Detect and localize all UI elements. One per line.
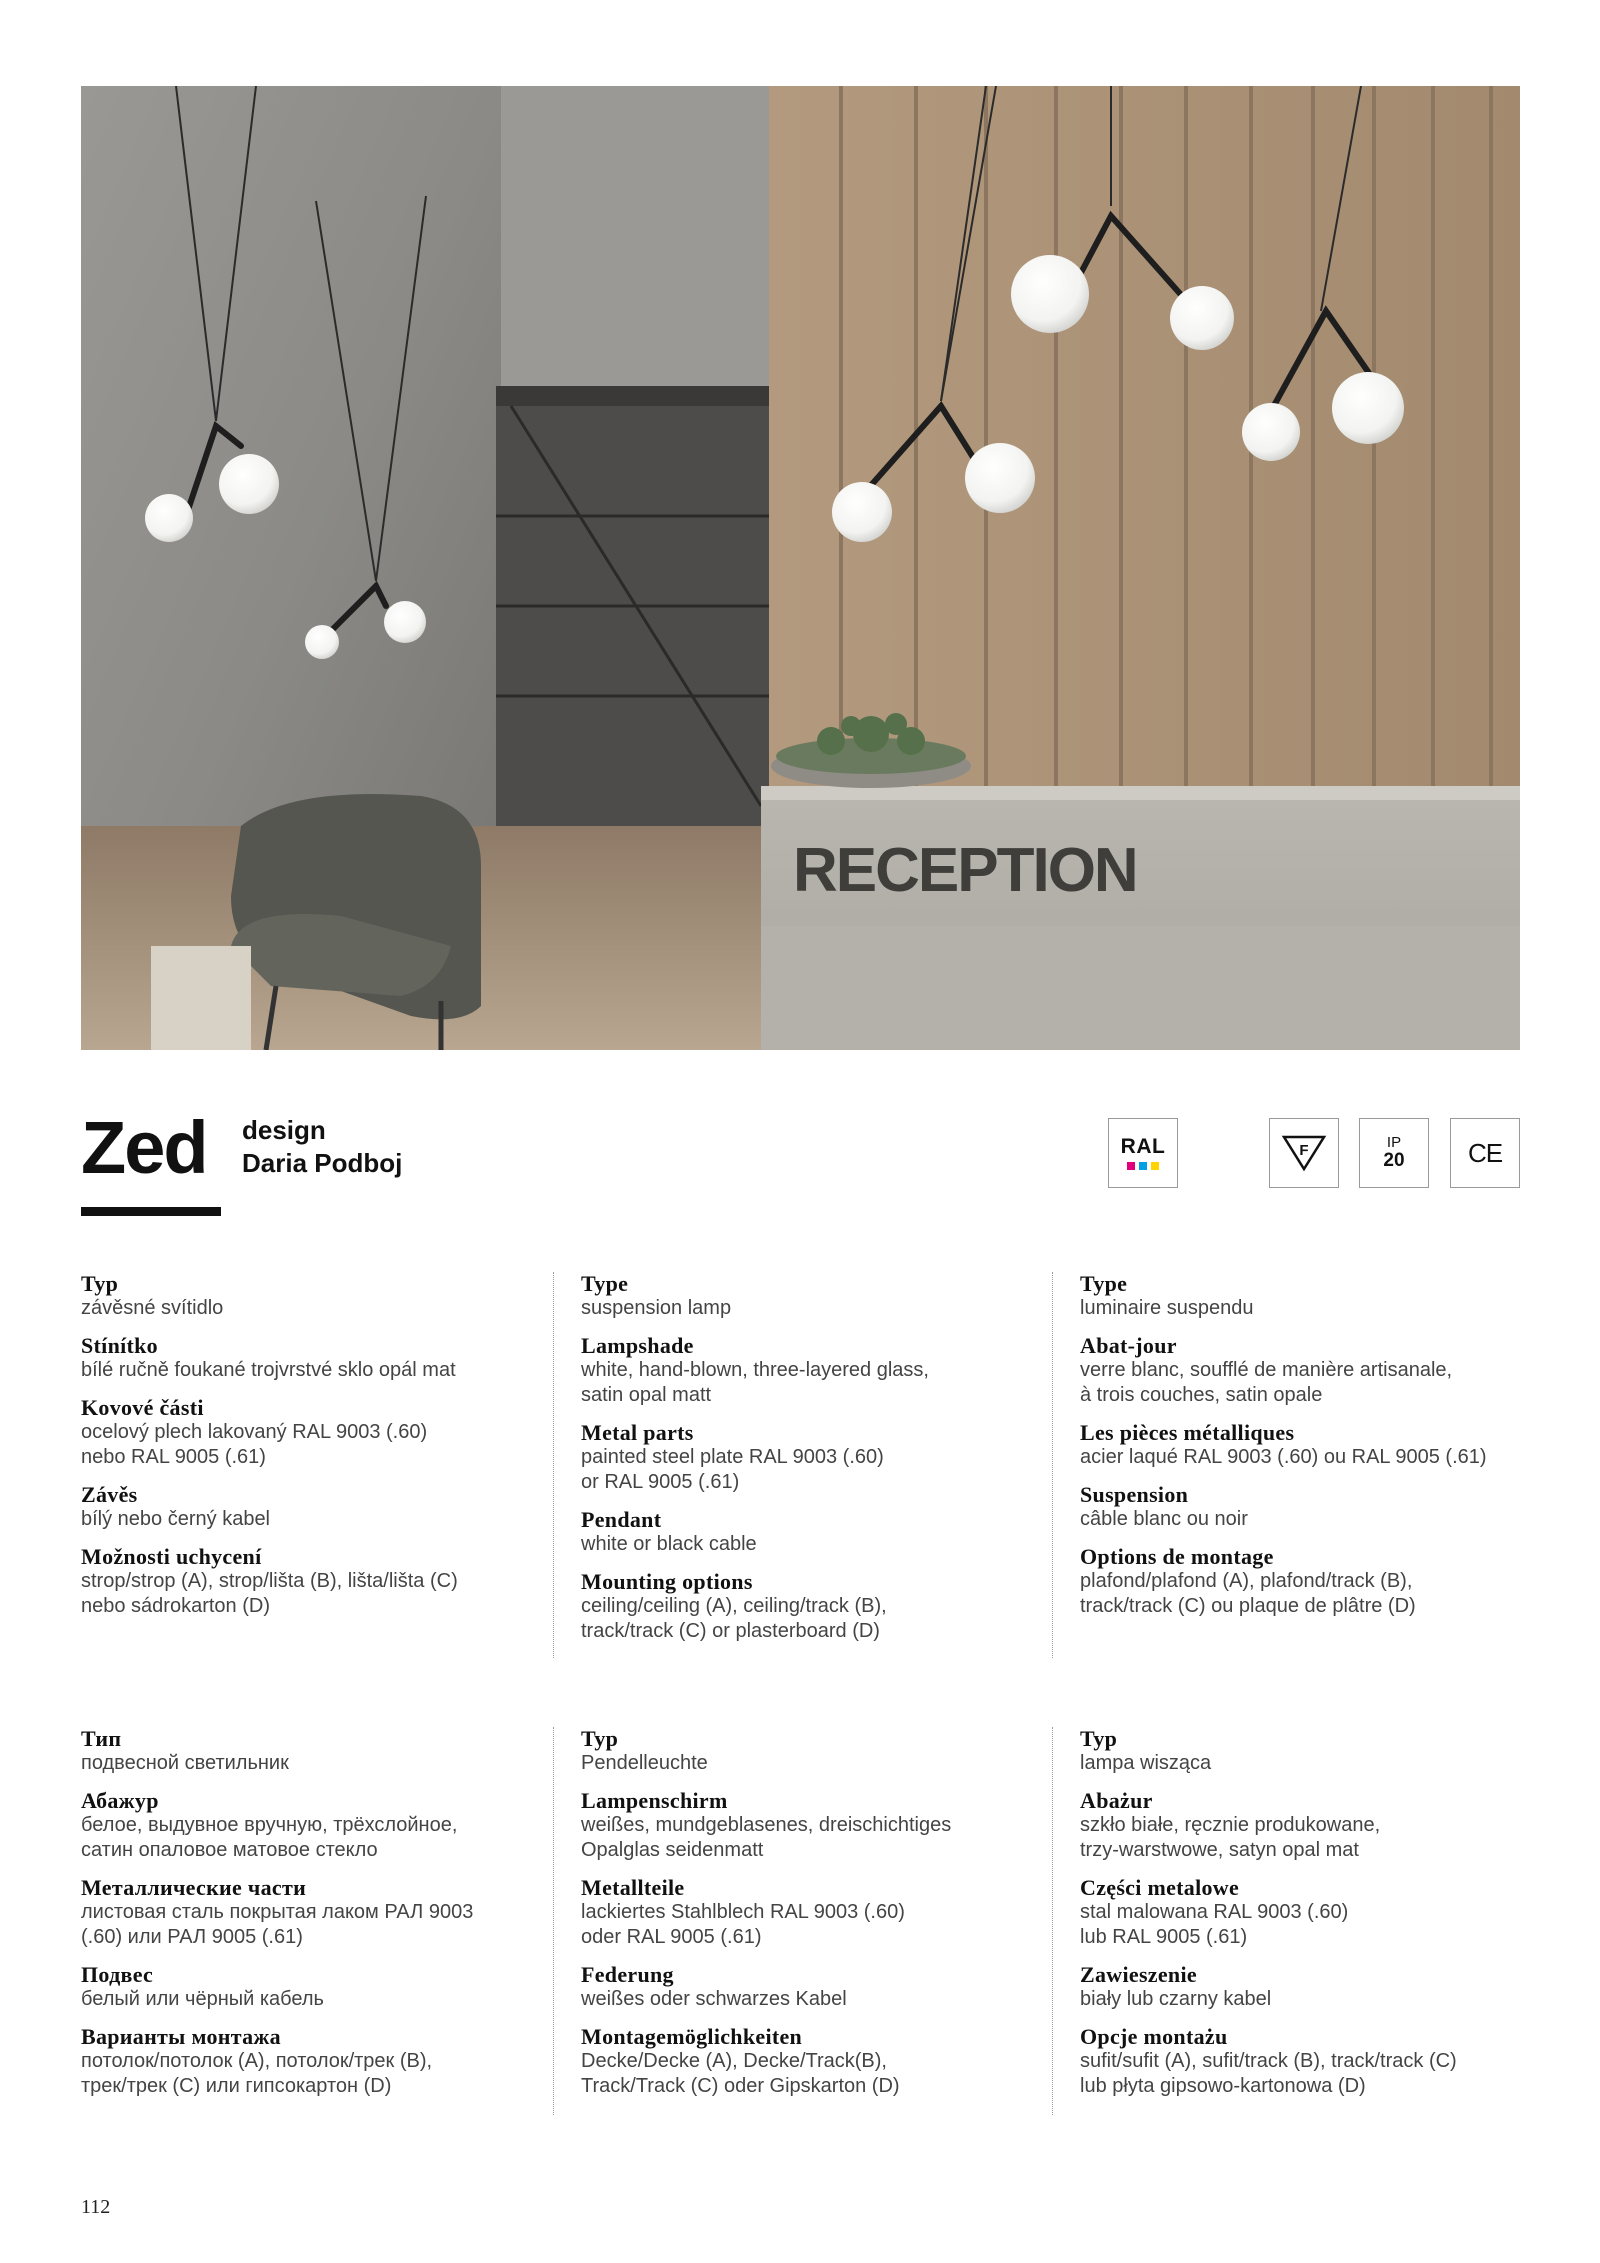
spec-column-czech bbox=[81, 1271, 521, 1631]
spec-value: bílé ručně foukané trojvrstvé sklo opál mat bbox=[81, 1359, 456, 1381]
spec-item bbox=[581, 1569, 1021, 1644]
spec-value: painted steel plate RAL 9003 (.60) or RAL 9005 (.61) bbox=[581, 1446, 884, 1493]
column-divider bbox=[553, 1272, 554, 1658]
designer-name: Daria Podboj bbox=[242, 1148, 403, 1178]
ip20-icon bbox=[1359, 1118, 1429, 1188]
spec-label: Typ bbox=[581, 1726, 619, 1751]
spec-item bbox=[581, 1271, 1021, 1321]
spec-item bbox=[581, 1875, 1021, 1950]
spec-label: Suspension bbox=[1080, 1482, 1189, 1507]
spec-label: Type bbox=[581, 1271, 629, 1296]
spec-value: Pendelleuchte bbox=[581, 1752, 708, 1774]
reception-interior-image bbox=[81, 86, 1520, 1050]
spec-value: weißes, mundgeblasenes, dreischichtiges Opalglas seidenmatt bbox=[581, 1814, 952, 1861]
spec-label: Kovové části bbox=[81, 1395, 204, 1420]
spec-item bbox=[81, 1395, 521, 1470]
ral-color-dots bbox=[1127, 1162, 1159, 1170]
spec-column-polish bbox=[1080, 1726, 1520, 2111]
spec-label: Mounting options bbox=[581, 1569, 753, 1594]
ce-mark-icon bbox=[1450, 1118, 1520, 1188]
spec-item bbox=[81, 1788, 521, 1863]
spec-label: Opcje montażu bbox=[1080, 2024, 1228, 2049]
page-number: 112 bbox=[81, 2196, 111, 2218]
spec-label: Options de montage bbox=[1080, 1544, 1274, 1569]
spec-label: Federung bbox=[581, 1962, 674, 1987]
spec-label: Abat-jour bbox=[1080, 1333, 1177, 1358]
spec-item bbox=[581, 1962, 1021, 2012]
spec-label: Montagemöglichkeiten bbox=[581, 2024, 803, 2049]
spec-value: câble blanc ou noir bbox=[1080, 1508, 1248, 1530]
spec-item bbox=[81, 1726, 521, 1776]
spec-value: lackiertes Stahlblech RAL 9003 (.60) oder RAL 9005 (.61) bbox=[581, 1901, 905, 1948]
spec-value: verre blanc, soufflé de manière artisanale, à trois couches, satin opale bbox=[1080, 1359, 1453, 1406]
column-divider bbox=[553, 1727, 554, 2115]
spec-item bbox=[81, 1544, 521, 1619]
spec-value: sufit/sufit (A), sufit/track (B), track/track (C) lub płyta gipsowo-kartonowa (D) bbox=[1080, 2050, 1457, 2097]
spec-value: подвесной светильник bbox=[81, 1752, 289, 1774]
spec-column-french bbox=[1080, 1271, 1520, 1631]
ral-dot-cyan bbox=[1139, 1162, 1147, 1170]
spec-value: white, hand-blown, three-layered glass, satin opal matt bbox=[581, 1359, 929, 1406]
spec-label: Type bbox=[1080, 1271, 1128, 1296]
spec-item bbox=[1080, 1482, 1520, 1532]
spec-label: Абажур bbox=[81, 1788, 159, 1813]
spec-value: белое, выдувное вручную, трёхслойное, сатин опаловое матовое стекло bbox=[81, 1814, 458, 1861]
spec-item bbox=[581, 1788, 1021, 1863]
column-divider bbox=[1052, 1272, 1053, 1658]
spec-value: листовая сталь покрытая лаком РАЛ 9003 (.60) или РАЛ 9005 (.61) bbox=[81, 1901, 474, 1948]
spec-label: Les pièces métalliques bbox=[1080, 1420, 1295, 1445]
spec-label: Тип bbox=[81, 1726, 122, 1751]
title-underline bbox=[81, 1207, 221, 1216]
spec-value: weißes oder schwarzes Kabel bbox=[581, 1988, 847, 2010]
spec-value: plafond/plafond (A), plafond/track (B), track/track (C) ou plaque de plâtre (D) bbox=[1080, 1570, 1416, 1617]
spec-label: Abażur bbox=[1080, 1788, 1153, 1813]
spec-value: biały lub czarny kabel bbox=[1080, 1988, 1272, 2010]
ral-dot-yellow bbox=[1151, 1162, 1159, 1170]
spec-label: Części metalowe bbox=[1080, 1875, 1240, 1900]
spec-item bbox=[1080, 1544, 1520, 1619]
spec-value: ceiling/ceiling (A), ceiling/track (B), track/track (C) or plasterboard (D) bbox=[581, 1595, 887, 1642]
f-mark-letter: F bbox=[1299, 1142, 1309, 1159]
spec-value: suspension lamp bbox=[581, 1297, 732, 1319]
spec-item bbox=[581, 1333, 1021, 1408]
spec-item bbox=[1080, 1788, 1520, 1863]
spec-item bbox=[1080, 1333, 1520, 1408]
design-label: design bbox=[242, 1115, 326, 1145]
spec-item bbox=[1080, 1875, 1520, 1950]
ral-label: RAL bbox=[1120, 1135, 1166, 1158]
spec-label: Stínítko bbox=[81, 1333, 158, 1358]
spec-label: Závěs bbox=[81, 1482, 138, 1507]
spec-item bbox=[81, 1333, 521, 1383]
spec-value: bílý nebo černý kabel bbox=[81, 1508, 271, 1530]
spec-value: stal malowana RAL 9003 (.60) lub RAL 9005 (.61) bbox=[1080, 1901, 1349, 1948]
spec-value: white or black cable bbox=[581, 1533, 757, 1555]
reception-sign: RECEPTION bbox=[793, 836, 1137, 905]
product-photo bbox=[81, 86, 1520, 1050]
spec-item bbox=[1080, 1726, 1520, 1776]
spec-label: Lampshade bbox=[581, 1333, 694, 1358]
spec-column-german bbox=[581, 1726, 1021, 2111]
ral-icon bbox=[1108, 1118, 1178, 1188]
ce-label: CE bbox=[1467, 1138, 1503, 1168]
f-mark-triangle-icon bbox=[1281, 1133, 1327, 1173]
spec-label: Варианты монтажа bbox=[81, 2024, 281, 2049]
spec-item bbox=[581, 2024, 1021, 2099]
spec-value: závěsné svítidlo bbox=[81, 1297, 224, 1319]
spec-value: lampa wisząca bbox=[1080, 1752, 1212, 1774]
spec-item bbox=[81, 1271, 521, 1321]
spec-label: Metallteile bbox=[581, 1875, 685, 1900]
spec-item bbox=[581, 1507, 1021, 1557]
product-name: Zed bbox=[81, 1106, 207, 1189]
spec-item bbox=[81, 1962, 521, 2012]
f-mark-icon bbox=[1269, 1118, 1339, 1188]
spec-label: Metal parts bbox=[581, 1420, 694, 1445]
spec-value: acier laqué RAL 9003 (.60) ou RAL 9005 (.61) bbox=[1080, 1446, 1487, 1468]
spec-item bbox=[81, 1482, 521, 1532]
spec-value: Decke/Decke (A), Decke/Track(B), Track/Track (C) oder Gipskarton (D) bbox=[581, 2050, 900, 2097]
spec-value: szkło białe, ręcznie produkowane, trzy-warstwowe, satyn opal mat bbox=[1080, 1814, 1381, 1861]
spec-value: ocelový plech lakovaný RAL 9003 (.60) nebo RAL 9005 (.61) bbox=[81, 1421, 428, 1468]
spec-value: strop/strop (A), strop/lišta (B), lišta/lišta (C) nebo sádrokarton (D) bbox=[81, 1570, 458, 1617]
spec-label: Подвес bbox=[81, 1962, 154, 1987]
spec-item bbox=[581, 1420, 1021, 1495]
spec-item bbox=[81, 2024, 521, 2099]
spec-label: Металлические части bbox=[81, 1875, 307, 1900]
designer-block bbox=[242, 1114, 402, 1180]
spec-item bbox=[1080, 1271, 1520, 1321]
spec-value: белый или чёрный кабель bbox=[81, 1988, 324, 2010]
spec-item bbox=[1080, 2024, 1520, 2099]
spec-item bbox=[1080, 1420, 1520, 1470]
spec-label: Možnosti uchycení bbox=[81, 1544, 262, 1569]
spec-value: luminaire suspendu bbox=[1080, 1297, 1254, 1319]
column-divider bbox=[1052, 1727, 1053, 2115]
spec-label: Typ bbox=[1080, 1726, 1118, 1751]
spec-column-english bbox=[581, 1271, 1021, 1656]
spec-label: Pendant bbox=[581, 1507, 662, 1532]
ral-dot-magenta bbox=[1127, 1162, 1135, 1170]
ip-rating: 20 bbox=[1383, 1150, 1405, 1171]
spec-value: потолок/потолок (A), потолок/трек (B), трек/трек (C) или гипсокартон (D) bbox=[81, 2050, 433, 2097]
spec-label: Lampenschirm bbox=[581, 1788, 728, 1813]
spec-item bbox=[1080, 1962, 1520, 2012]
spec-label: Zawieszenie bbox=[1080, 1962, 1197, 1987]
ip-label: IP bbox=[1386, 1134, 1402, 1151]
spec-column-russian bbox=[81, 1726, 521, 2111]
spec-item bbox=[581, 1726, 1021, 1776]
spec-item bbox=[81, 1875, 521, 1950]
spec-label: Typ bbox=[81, 1271, 119, 1296]
